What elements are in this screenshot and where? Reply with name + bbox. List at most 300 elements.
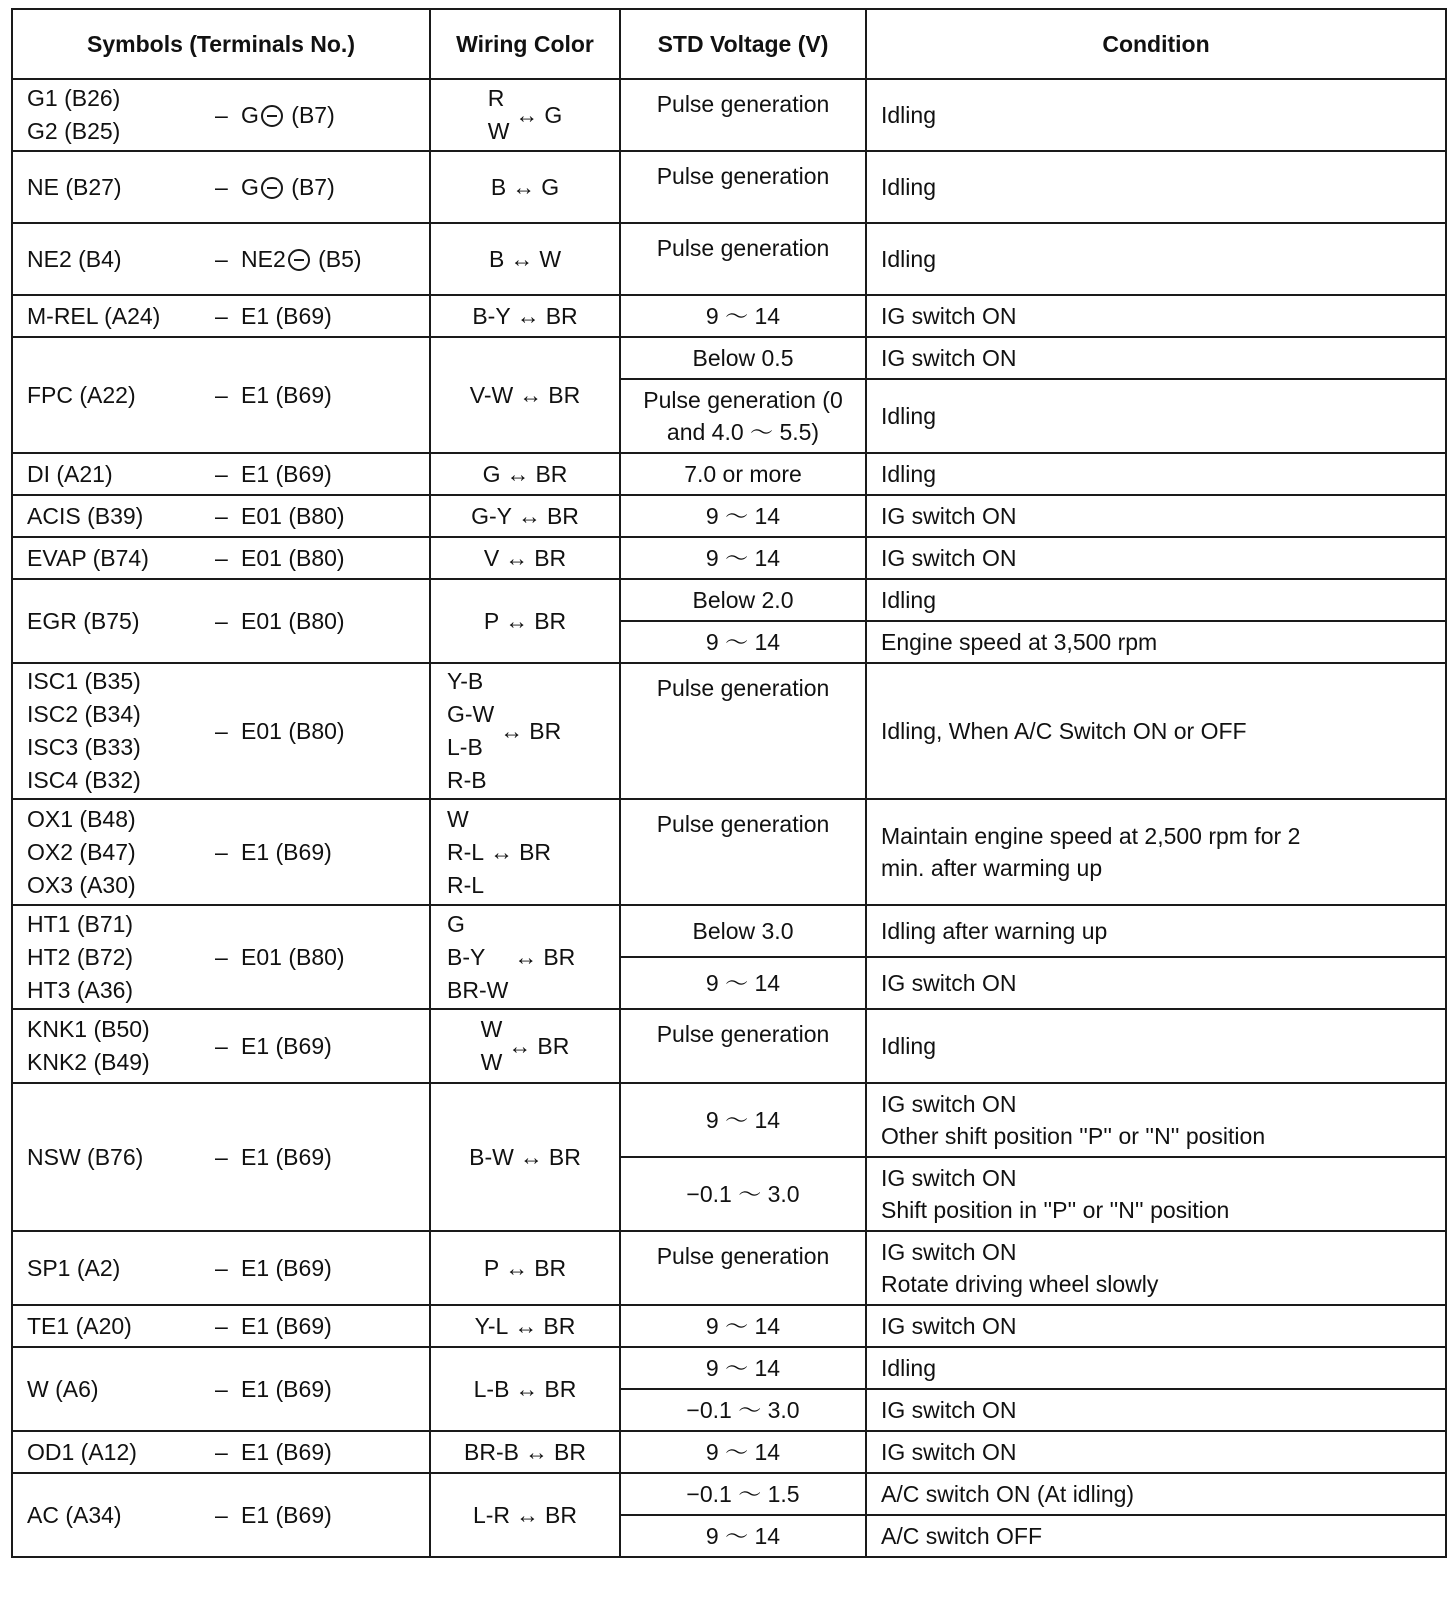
table-row [12, 905, 1446, 957]
wiring-group [431, 542, 619, 575]
wire-colors [475, 1310, 509, 1343]
ground-terminal-name: E01 (B80) [241, 544, 345, 571]
condition-cell [866, 621, 1446, 663]
condition-cell [866, 799, 1446, 905]
wire-target-color: BR [546, 502, 579, 529]
double-arrow-icon: ↔ [525, 1438, 548, 1465]
wire-color: BR-B [464, 1438, 519, 1465]
terminal-symbol: HT3 (A36) [27, 976, 134, 1003]
condition-cell [866, 1473, 1446, 1515]
wire-target-color: G [544, 101, 563, 128]
wire-color: R [487, 85, 505, 111]
terminal-list [27, 82, 215, 148]
symbols-group [27, 1499, 429, 1532]
terminal-symbol: AC (A34) [27, 1501, 122, 1528]
ground-terminal-name: E1 (B69) [241, 1438, 332, 1465]
wire-color: P [483, 1254, 500, 1281]
symbols-group [27, 458, 429, 491]
ground-terminal [241, 1502, 332, 1529]
table-row [12, 495, 1446, 537]
symbols-group [27, 1373, 429, 1406]
wire-target-color: BR [534, 1254, 567, 1281]
ground-terminal-name: NE2 [241, 245, 286, 272]
terminal-symbol: NE (B27) [27, 173, 122, 200]
wire-color: BR-W [447, 976, 509, 1003]
double-arrow-icon: ↔ [519, 381, 543, 408]
condition-line: Idling [881, 403, 936, 429]
wiring-cell [430, 799, 620, 905]
symbols-cell [12, 905, 430, 1009]
ground-terminal [241, 1313, 332, 1340]
double-arrow-icon: ↔ [505, 1254, 529, 1281]
table-row [12, 337, 1446, 379]
wiring-group [431, 1141, 619, 1174]
terminal-list [27, 665, 215, 797]
symbols-cell [12, 1231, 430, 1305]
ground-terminal [241, 1033, 332, 1060]
table-row [12, 579, 1446, 621]
wire-colors [447, 908, 508, 1007]
symbols-cell [12, 799, 430, 905]
std-voltage-cell: Pulse generation (0 and 4.0 ～ 5.5) [620, 379, 866, 453]
wiring-group [431, 1013, 619, 1079]
ground-terminal-name: E1 (B69) [241, 460, 332, 487]
wire-target-color: BR [545, 302, 578, 329]
std-voltage-cell: −0.1 ～ 1.5 [620, 1473, 866, 1515]
table-row [12, 79, 1446, 151]
wire-target-color: BR [529, 717, 562, 744]
wire-colors [484, 605, 499, 638]
ground-terminal [241, 461, 332, 488]
ground-terminal [241, 382, 332, 409]
symbols-group [27, 243, 429, 276]
symbols-cell [12, 1473, 430, 1557]
dash-separator: – [215, 101, 228, 128]
header-symbols: Symbols (Terminals No.) [12, 9, 430, 79]
dash-separator: – [215, 173, 228, 200]
dash-separator: – [215, 1032, 228, 1059]
std-voltage-cell: 9 ～ 14 [620, 1083, 866, 1157]
ground-terminal-name: E1 (B69) [241, 838, 332, 865]
wire-target-color: BR [534, 544, 567, 571]
terminal-symbol: TE1 (A20) [27, 1312, 132, 1339]
std-voltage-cell: 9 ～ 14 [620, 1347, 866, 1389]
wiring-cell [430, 223, 620, 295]
symbols-group [27, 1252, 429, 1285]
ground-terminal-name: E01 (B80) [241, 943, 345, 970]
wire-color: G [482, 460, 501, 487]
condition-line: IG switch ON [881, 345, 1017, 371]
wire-target-color: BR [543, 1312, 576, 1339]
wire-color: B-Y [472, 302, 511, 329]
symbols-cell [12, 223, 430, 295]
condition-cell [866, 1083, 1446, 1157]
wire-colors [464, 1436, 519, 1469]
wiring-cell [430, 1083, 620, 1231]
condition-line: Other shift position ''P'' or ''N'' position [881, 1123, 1266, 1149]
ground-terminal-name: E1 (B69) [241, 1501, 332, 1528]
ground-terminal [241, 174, 335, 201]
wiring-cell [430, 1473, 620, 1557]
double-arrow-icon: ↔ [514, 943, 538, 970]
wiring-cell [430, 579, 620, 663]
terminal-symbol: DI (A21) [27, 460, 113, 487]
condition-line: Idling, When A/C Switch ON or OFF [881, 718, 1247, 744]
std-voltage-cell: 9 ～ 14 [620, 537, 866, 579]
std-voltage-cell: Pulse generation [620, 1009, 866, 1083]
condition-cell [866, 1389, 1446, 1431]
terminal-list [27, 1499, 215, 1532]
ground-terminal [241, 1376, 332, 1403]
wiring-group [431, 1436, 619, 1469]
symbols-group [27, 542, 429, 575]
condition-line: IG switch ON [881, 970, 1017, 996]
wire-target-color: BR [548, 381, 581, 408]
wiring-group [431, 171, 619, 204]
wire-color: G-Y [471, 502, 512, 529]
wiring-cell [430, 537, 620, 579]
table-row [12, 1009, 1446, 1083]
table-row [12, 537, 1446, 579]
std-voltage-cell: Below 2.0 [620, 579, 866, 621]
wire-color: G-W [447, 701, 495, 727]
double-arrow-icon: ↔ [500, 717, 524, 744]
table-header-row [12, 9, 1446, 79]
ground-terminal [241, 944, 345, 971]
terminal-symbol: OX1 (B48) [27, 805, 136, 832]
ground-terminal [241, 303, 332, 330]
ground-terminal [241, 1144, 332, 1171]
condition-cell [866, 79, 1446, 151]
dash-separator: – [215, 607, 228, 634]
wire-color: Y-L [474, 1312, 509, 1339]
std-voltage-cell: Pulse generation [620, 799, 866, 905]
terminal-symbol: OX3 (A30) [27, 871, 136, 898]
std-voltage-cell: 9 ～ 14 [620, 495, 866, 537]
ground-terminal-number: (B7) [291, 101, 335, 128]
ground-terminal-name: E01 (B80) [241, 607, 345, 634]
condition-cell [866, 957, 1446, 1009]
symbols-group [27, 605, 429, 638]
ground-terminal [241, 102, 335, 129]
terminal-list [27, 300, 215, 333]
wiring-cell [430, 453, 620, 495]
wire-color: V-W [469, 381, 514, 408]
condition-line: A/C switch OFF [881, 1523, 1043, 1549]
ground-terminal-name: E1 (B69) [241, 1375, 332, 1402]
wiring-cell [430, 1009, 620, 1083]
dash-separator: – [215, 943, 228, 970]
dash-separator: – [215, 1438, 228, 1465]
minus-circle-icon [261, 177, 283, 199]
wiring-group [431, 500, 619, 533]
condition-line: IG switch ON [881, 1239, 1017, 1265]
table-row [12, 1347, 1446, 1389]
wiring-group [431, 908, 619, 1007]
ground-terminal [241, 503, 345, 530]
wire-colors [447, 665, 494, 797]
terminal-symbol: OX2 (B47) [27, 838, 136, 865]
ground-terminal-name: G [241, 101, 259, 128]
wire-colors [491, 171, 506, 204]
ground-terminal-name: E1 (B69) [241, 381, 332, 408]
wire-target-color: BR [519, 838, 552, 865]
dash-separator: – [215, 460, 228, 487]
wire-colors [488, 82, 510, 148]
wire-color: R-L [447, 838, 485, 865]
terminal-list [27, 1141, 215, 1174]
symbols-cell [12, 151, 430, 223]
wiring-cell [430, 495, 620, 537]
dash-separator: – [215, 717, 228, 744]
ground-terminal-name: G [241, 173, 259, 200]
condition-line: Idling [881, 1355, 936, 1381]
symbols-group [27, 82, 429, 148]
condition-line: Idling [881, 246, 936, 272]
double-arrow-icon: ↔ [505, 544, 529, 571]
std-voltage-cell: Below 3.0 [620, 905, 866, 957]
symbols-cell [12, 663, 430, 799]
wire-target-color: BR [537, 1032, 570, 1059]
terminal-list [27, 1252, 215, 1285]
condition-cell [866, 1347, 1446, 1389]
condition-line: Idling [881, 587, 936, 613]
terminal-symbol: ACIS (B39) [27, 502, 144, 529]
dash-separator: – [215, 544, 228, 571]
double-arrow-icon: ↔ [519, 1143, 543, 1170]
wire-colors [489, 243, 504, 276]
condition-cell [866, 905, 1446, 957]
ground-terminal-name: E1 (B69) [241, 1143, 332, 1170]
table-body [12, 79, 1446, 1557]
wire-color: B-W [469, 1143, 514, 1170]
wiring-cell [430, 1231, 620, 1305]
symbols-cell [12, 1305, 430, 1347]
condition-line: Shift position in ''P'' or ''N'' position [881, 1197, 1230, 1223]
ecu-terminal-voltage-table [11, 8, 1447, 1558]
terminal-list [27, 803, 215, 902]
double-arrow-icon: ↔ [516, 302, 540, 329]
wiring-group [431, 379, 619, 412]
symbols-cell [12, 537, 430, 579]
std-voltage-cell: −0.1 ～ 3.0 [620, 1389, 866, 1431]
condition-cell [866, 151, 1446, 223]
terminal-symbol: HT2 (B72) [27, 943, 134, 970]
std-voltage-cell: −0.1 ～ 3.0 [620, 1157, 866, 1231]
wiring-group [431, 665, 619, 797]
wire-target-color: BR [544, 1375, 577, 1402]
condition-cell [866, 495, 1446, 537]
wire-color: R-B [447, 767, 487, 793]
terminal-symbol: ISC3 (B33) [27, 734, 141, 760]
symbols-cell [12, 295, 430, 337]
ground-terminal-name: E01 (B80) [241, 717, 345, 744]
condition-cell [866, 663, 1446, 799]
double-arrow-icon: ↔ [514, 1312, 538, 1339]
wire-color: P [483, 607, 500, 634]
std-voltage-cell: Pulse generation [620, 151, 866, 223]
terminal-symbol: FPC (A22) [27, 381, 136, 408]
wire-color: W [480, 1049, 503, 1075]
terminal-list [27, 1013, 215, 1079]
header-std-voltage: STD Voltage (V) [620, 9, 866, 79]
wire-color: B [488, 245, 505, 272]
double-arrow-icon: ↔ [512, 173, 536, 200]
ground-terminal [241, 608, 345, 635]
ground-terminal [241, 1439, 332, 1466]
wire-target-color: BR [534, 607, 567, 634]
wiring-cell [430, 1347, 620, 1431]
table-row [12, 1473, 1446, 1515]
wiring-group [431, 1373, 619, 1406]
minus-circle-icon [288, 249, 310, 271]
terminal-list [27, 171, 215, 204]
symbols-group [27, 803, 429, 902]
symbols-cell [12, 79, 430, 151]
condition-line: IG switch ON [881, 1397, 1017, 1423]
symbols-group [27, 171, 429, 204]
symbols-group [27, 1013, 429, 1079]
wiring-group [431, 1499, 619, 1532]
wiring-cell [430, 663, 620, 799]
condition-line: Maintain engine speed at 2,500 rpm for 2 [881, 823, 1301, 849]
terminal-symbol: M-REL (A24) [27, 302, 161, 329]
wire-colors [474, 1373, 510, 1406]
condition-cell [866, 1231, 1446, 1305]
condition-line: Idling [881, 102, 936, 128]
double-arrow-icon: ↔ [515, 101, 539, 128]
condition-cell [866, 1431, 1446, 1473]
wire-colors [481, 1013, 503, 1079]
ground-terminal-number: (B5) [318, 245, 362, 272]
std-voltage-cell: Pulse generation [620, 1231, 866, 1305]
wire-color: B-Y [447, 943, 486, 970]
wire-target-color: W [539, 245, 562, 272]
wire-color: L-R [472, 1501, 511, 1528]
std-voltage-cell: 9 ～ 14 [620, 295, 866, 337]
wiring-cell [430, 1431, 620, 1473]
terminal-list [27, 500, 215, 533]
dash-separator: – [215, 1312, 228, 1339]
wire-target-color: G [541, 173, 560, 200]
wire-color: R-L [447, 871, 485, 898]
condition-line: Idling after warning up [881, 918, 1108, 944]
symbols-cell [12, 337, 430, 453]
condition-cell [866, 1515, 1446, 1557]
symbols-cell [12, 1347, 430, 1431]
wire-colors [484, 1252, 499, 1285]
table-row [12, 223, 1446, 295]
symbols-cell [12, 1431, 430, 1473]
dash-separator: – [215, 245, 228, 272]
wiring-cell [430, 905, 620, 1009]
double-arrow-icon: ↔ [515, 1375, 539, 1402]
std-voltage-cell: Pulse generation [620, 223, 866, 295]
ground-terminal-number: (B7) [291, 173, 335, 200]
std-voltage-cell: 7.0 or more [620, 453, 866, 495]
dash-separator: – [215, 381, 228, 408]
terminal-symbol: W (A6) [27, 1375, 99, 1402]
double-arrow-icon: ↔ [490, 838, 514, 865]
wire-colors [469, 1141, 514, 1174]
terminal-symbol: NE2 (B4) [27, 245, 122, 272]
condition-line: IG switch ON [881, 545, 1017, 571]
table-row [12, 453, 1446, 495]
terminal-list [27, 908, 215, 1007]
wire-target-color: BR [535, 460, 568, 487]
symbols-group [27, 1310, 429, 1343]
condition-cell [866, 579, 1446, 621]
symbols-group [27, 300, 429, 333]
condition-cell [866, 537, 1446, 579]
wiring-group [431, 243, 619, 276]
condition-cell [866, 379, 1446, 453]
condition-line: Engine speed at 3,500 rpm [881, 629, 1158, 655]
wiring-group [431, 605, 619, 638]
wire-target-color: BR [545, 1501, 577, 1528]
terminal-symbol: KNK2 (B49) [27, 1049, 150, 1075]
wire-target-color: BR [548, 1143, 581, 1170]
table-row [12, 663, 1446, 799]
wiring-group [431, 1310, 619, 1343]
condition-line: IG switch ON [881, 1439, 1017, 1465]
wire-color: Y-B [447, 668, 484, 694]
terminal-list [27, 1310, 215, 1343]
wire-colors [471, 500, 512, 533]
condition-cell [866, 1157, 1446, 1231]
condition-cell [866, 1305, 1446, 1347]
terminal-list [27, 379, 215, 412]
terminal-list [27, 1373, 215, 1406]
dash-separator: – [215, 1143, 228, 1170]
table-row [12, 295, 1446, 337]
condition-cell [866, 1009, 1446, 1083]
ground-terminal-name: E1 (B69) [241, 1254, 332, 1281]
wiring-group [431, 300, 619, 333]
table-row [12, 1305, 1446, 1347]
wire-color: L-B [473, 1375, 510, 1402]
terminal-symbol: G2 (B25) [27, 118, 121, 144]
condition-line: IG switch ON [881, 1091, 1017, 1117]
symbols-group [27, 1141, 429, 1174]
terminal-symbol: SP1 (A2) [27, 1254, 121, 1281]
condition-cell [866, 337, 1446, 379]
std-voltage-cell: 9 ～ 14 [620, 1431, 866, 1473]
table-row [12, 1231, 1446, 1305]
condition-line: Idling [881, 461, 936, 487]
table-row [12, 151, 1446, 223]
symbols-cell [12, 1083, 430, 1231]
ground-terminal [241, 1255, 332, 1282]
condition-cell [866, 453, 1446, 495]
wiring-cell [430, 151, 620, 223]
terminal-symbol: NSW (B76) [27, 1143, 144, 1170]
wire-colors [484, 542, 499, 575]
wiring-cell [430, 79, 620, 151]
condition-line: A/C switch ON (At idling) [881, 1481, 1135, 1507]
std-voltage-cell: 9 ～ 14 [620, 621, 866, 663]
symbols-group [27, 500, 429, 533]
wire-color: G [447, 910, 465, 937]
wiring-group [431, 458, 619, 491]
ground-terminal-name: E1 (B69) [241, 1312, 332, 1339]
dash-separator: – [215, 502, 228, 529]
dash-separator: – [215, 838, 228, 865]
dash-separator: – [215, 1501, 228, 1528]
wiring-cell [430, 1305, 620, 1347]
symbols-group [27, 908, 429, 1007]
terminal-symbol: KNK1 (B50) [27, 1016, 150, 1042]
